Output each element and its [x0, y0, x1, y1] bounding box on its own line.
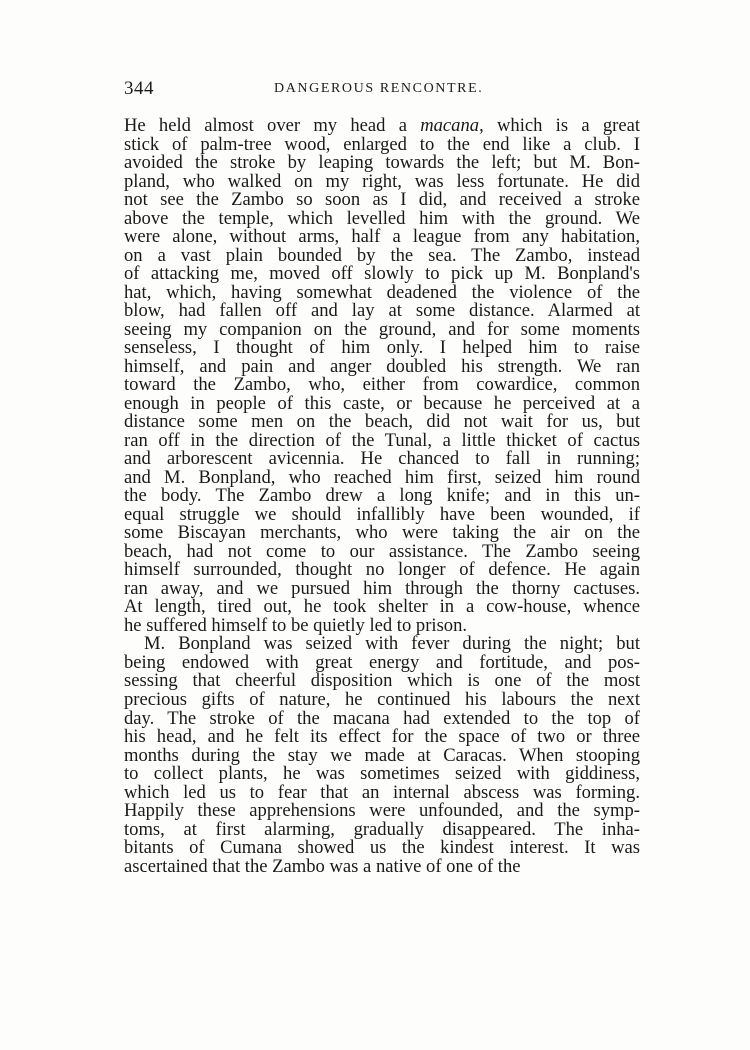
text-line: Happily these apprehensions were unfounded, and the symp- [124, 800, 640, 822]
text-line: which led us to fear that an internal abscess was forming. [124, 781, 640, 803]
text-line: not see the Zambo so soon as I did, and received a stroke [124, 189, 640, 211]
text-line: toms, at first alarming, gradually disappeared. The inha- [124, 818, 640, 840]
text-line: beach, had not come to our assistance. The Zambo seeing [124, 540, 640, 562]
text-line: months during the stay we made at Caracas. When stooping [124, 744, 640, 766]
text-line: blow, had fallen off and lay at some distance. Alarmed at [124, 300, 640, 322]
text-line: of attacking me, moved off slowly to pick up M. Bonpland's [124, 263, 640, 285]
text-line: M. Bonpland was seized with fever during the night; but [144, 633, 640, 655]
text-line: he suffered himself to be quietly led to prison. [124, 614, 468, 636]
text-line: stick of palm-tree wood, enlarged to the end like a club. I [124, 133, 640, 155]
text-line: ascertained that the Zambo was a native of one of the [124, 855, 521, 877]
running-title: DANGEROUS RENCONTRE. [274, 81, 484, 96]
text-line: the body. The Zambo drew a long knife; and in this un- [124, 485, 640, 507]
text-line: sessing that cheerful disposition which is one of the most [124, 670, 640, 692]
text-line: seeing my companion on the ground, and for some moments [124, 318, 640, 340]
text-line: At length, tired out, he took shelter in a cow-house, whence [124, 596, 640, 618]
text-line: some Biscayan merchants, who were taking the air on the [124, 522, 640, 544]
text-line: toward the Zambo, who, either from cowardice, common [124, 374, 640, 396]
body-text [124, 117, 640, 876]
page-number: 344 [124, 78, 154, 99]
paragraph [124, 635, 640, 876]
text-line: avoided the stroke by leaping towards the left; but M. Bon- [124, 152, 640, 174]
paragraph [124, 117, 640, 635]
text-line [124, 117, 640, 136]
text-line: pland, who walked on my right, was less fortunate. He did [124, 170, 640, 192]
text-line: and arborescent avicennia. He chanced to fall in running; [124, 448, 640, 470]
text-segment: He held almost over my head a [124, 115, 421, 136]
text-line: day. The stroke of the macana had extended to the top of [124, 707, 640, 729]
text-segment: , which is a great [479, 115, 640, 136]
text-line: and M. Bonpland, who reached him first, seized him round [124, 466, 640, 488]
text-line: above the temple, which levelled him with the ground. We [124, 207, 640, 229]
text-line: himself, and pain and anger doubled his strength. We ran [124, 355, 640, 377]
text-line: ran away, and we pursued him through the thorny cactuses. [124, 577, 640, 599]
text-line: were alone, without arms, half a league from any habitation, [124, 226, 640, 248]
running-head [124, 78, 640, 102]
text-line: bitants of Cumana showed us the kindest interest. It was [124, 837, 640, 859]
italic-term: macana [420, 115, 480, 136]
text-line: to collect plants, he was sometimes seized with giddiness, [124, 763, 640, 785]
text-line: senseless, I thought of him only. I helped him to raise [124, 337, 640, 359]
text-line: hat, which, having somewhat deadened the violence of the [124, 281, 640, 303]
text-line: himself surrounded, thought no longer of defence. He again [124, 559, 640, 581]
text-line: distance some men on the beach, did not wait for us, but [124, 411, 640, 433]
text-line: enough in people of this caste, or because he perceived at a [124, 392, 640, 414]
text-line: ran off in the direction of the Tunal, a little thicket of cactus [124, 429, 640, 451]
text-line: being endowed with great energy and fortitude, and pos- [124, 651, 640, 673]
text-line: precious gifts of nature, he continued his labours the next [124, 688, 640, 710]
text-line: on a vast plain bounded by the sea. The Zambo, instead [124, 244, 640, 266]
text-line: his head, and he felt its effect for the space of two or three [124, 726, 640, 748]
text-line: equal struggle we should infallibly have been wounded, if [124, 503, 640, 525]
